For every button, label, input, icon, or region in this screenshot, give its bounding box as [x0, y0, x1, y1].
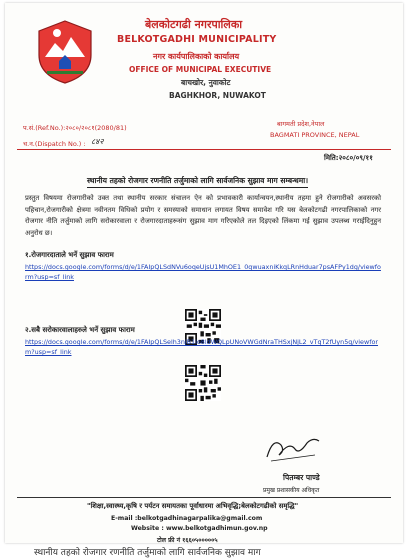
reference-number: प.सं.(Ref.No.):२०८०/२०८१(2080/81): [23, 124, 127, 132]
municipality-emblem-icon: [33, 17, 97, 85]
province-en: BAGMATI PROVINCE, NEPAL: [270, 131, 360, 139]
province-np: बागमती प्रदेश,नेपाल: [277, 120, 325, 128]
office-name-en: BELKOTGADHI MUNICIPALITY: [117, 34, 277, 45]
letter-sheet: [5, 3, 403, 543]
stakeholder-form-link[interactable]: https://docs.google.com/forms/d/e/1FAIpQLSelh3njB1io8ldWQLpUNoVWGdNraTHSxjNjL2_vTqT2fUyn5g/viewform?usp=sf_link: [25, 338, 379, 356]
header-divider: [17, 149, 391, 150]
dispatch-label: च.न.(Dispatch No.) :: [23, 140, 86, 148]
address-np: बाचखोर, नुवाकोट: [181, 78, 231, 87]
address-en: BAGHKHOR, NUWAKOT: [169, 91, 266, 100]
signature-mark: [263, 431, 323, 465]
section-2-heading: २.सबै सरोकारवालाहरुले भर्ने सुझाव फाराम: [25, 326, 135, 334]
footer-slogan: "शिक्षा,स्वास्थ्य,कृषि र पर्यटन समायतका पूर्वाधारमा अभिवृद्धि;बेलकोटगढीको समृद्धि": [87, 502, 299, 510]
office-name-np: बेलकोटगढी नगरपालिका: [145, 18, 243, 31]
letter-body: प्रस्तुत विषयमा रोजगारीको उक्त तथा स्थानीय सरकार संचालन ऐन को प्रभावकारी कार्यान्वयन,स्थानीय तहमा हुने रोजगारीको अवसरको पहिचान,रोजगारीको क्षेत्रमा नवीनतम विधिको प्रयोग र समस्याको समाधान लगायत विषय समावेश गरि यस बेलकोटगढी नगरपालिकाको नगर रोजगार नीति तर्जुमाको लागि सरोकारवाला र रोजगारदाताहरूसंग सुझाव माग गरिएकोले तल दिइएको लिंकमा गई सुझाव उपलब्ध गराईदिनुहुन अनुरोध छ।: [25, 194, 381, 237]
employer-form-link[interactable]: https://docs.google.com/forms/d/e/1FAIpQLSdNVu6oqeUjsU1MhOE1_0qwuaxniKkqLRnHduar7psAFPy1dg/viewform?usp=sf_link: [25, 263, 381, 281]
section-1-heading: १.रोजगारदाताले भर्ने सुझाव फाराम: [25, 251, 114, 259]
executive-office-np: नगर कार्यपालिकाको कार्यालय: [153, 52, 240, 61]
footer-tollfree: टोल फ्री नं १६६०५०००००५: [157, 537, 218, 543]
next-page-bleed-text: स्थानीय तहको रोजगार रणनीति तर्जुमाको लागि सार्वजनिक सुझाव माग: [34, 548, 261, 558]
stakeholder-form-qr-code: [185, 365, 221, 401]
footer-email: E-mail :belkotgadhinagarpalika@gmail.com: [111, 515, 263, 522]
signatory-name: पितम्बर पाण्डे: [283, 473, 320, 482]
executive-office-en: OFFICE OF MUNICIPAL EXECUTIVE: [129, 65, 272, 74]
footer-divider: [17, 497, 391, 498]
dispatch-number: ८४२: [91, 137, 104, 146]
footer-website: Website : www.belkotgadhimun.gov.np: [131, 525, 268, 532]
signatory-title: प्रमुख प्रशासकीय अधिकृत: [263, 487, 320, 494]
letter-subject: स्थानीय तहको रोजगार रणनीति तर्जुमाको लागि सार्वजनिक सुझाव माग सम्बन्धमा।: [87, 176, 308, 188]
letter-date: मिति:२०८०/०९/११: [324, 154, 373, 162]
